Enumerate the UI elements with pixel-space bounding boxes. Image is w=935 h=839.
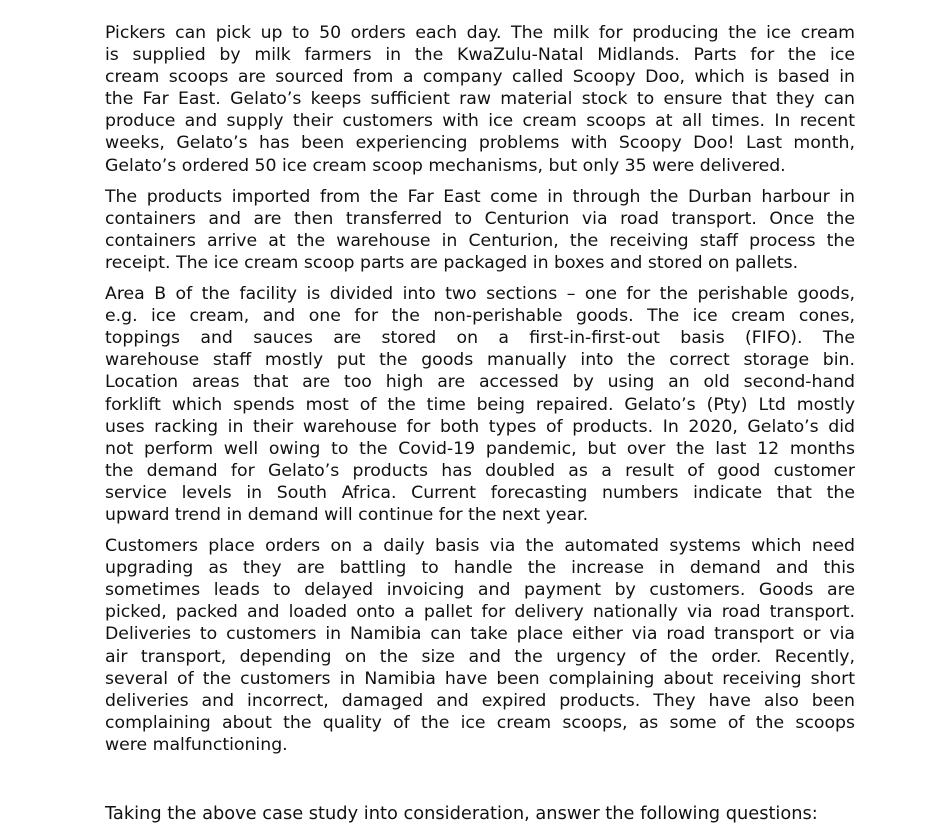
text-line: not perform well owing to the Covid-19 pandemic, but over the last 12 months	[105, 438, 855, 459]
paragraph-area-b-storage	[105, 283, 855, 526]
text-line: the demand for Gelato’s products has doubled as a result of good customer	[105, 460, 855, 481]
text-line: e.g. ice cream, and one for the non-perishable goods. The ice cream cones,	[105, 306, 855, 327]
text-line: Location areas that are too high are accessed by using an old second-hand	[105, 372, 855, 393]
text-line: weeks, Gelato’s has been experiencing problems with Scoopy Doo! Last month,	[105, 133, 855, 154]
text-line: produce and supply their customers with ice cream scoops at all times. In recent	[105, 111, 855, 132]
text-line: containers arrive at the warehouse in Centurion, the receiving staff process the	[105, 230, 855, 251]
text-line: air transport, depending on the size and the urgency of the order. Recently,	[105, 646, 855, 667]
text-line: upward trend in demand will continue for the next year.	[105, 504, 589, 525]
text-line: several of the customers in Namibia have been complaining about receiving short	[105, 668, 855, 689]
paragraph-pickers-and-suppliers	[105, 22, 855, 177]
paragraph-customer-orders	[105, 535, 855, 756]
text-line: Deliveries to customers in Namibia can take place either via road transport or via	[105, 624, 855, 645]
text-line: service levels in South Africa. Current forecasting numbers indicate that the	[105, 482, 855, 503]
text-line: forklift which spends most of the time being repaired. Gelato’s (Pty) Ltd mostly	[105, 394, 855, 415]
text-line: upgrading as they are battling to handle the increase in demand and this	[105, 558, 855, 579]
text-line: the Far East. Gelato’s keeps sufficient raw material stock to ensure that they can	[105, 89, 855, 110]
text-line: cream scoops are sourced from a company called Scoopy Doo, which is based in	[105, 67, 855, 88]
text-line: picked, packed and loaded onto a pallet for delivery nationally via road transport.	[105, 602, 855, 623]
case-study-body	[105, 22, 855, 765]
text-line: sometimes leads to delayed invoicing and payment by customers. Goods are	[105, 580, 855, 601]
text-line: Pickers can pick up to 50 orders each day. The milk for producing the ice cream	[105, 23, 855, 43]
text-line: containers and are then transferred to Centurion via road transport. Once the	[105, 208, 855, 229]
text-line: is supplied by milk farmers in the KwaZulu-Natal Midlands. Parts for the ice	[105, 45, 855, 66]
text-line: Customers place orders on a daily basis via the automated systems which need	[105, 536, 855, 557]
text-line: Gelato’s ordered 50 ice cream scoop mechanisms, but only 35 were delivered.	[105, 155, 786, 176]
text-line: warehouse staff mostly put the goods manually into the correct storage bin.	[105, 350, 855, 371]
text-line: Area B of the facility is divided into two sections – one for the perishable goods,	[105, 284, 855, 305]
text-line: toppings and sauces are stored on a first-in-first-out basis (FIFO). The	[105, 328, 855, 349]
text-line: receipt. The ice cream scoop parts are packaged in boxes and stored on pallets.	[105, 252, 799, 273]
text-line: uses racking in their warehouse for both types of products. In 2020, Gelato’s did	[105, 416, 855, 437]
paragraph-imported-products	[105, 186, 855, 274]
text-line: deliveries and incorrect, damaged and expired products. They have also been	[105, 690, 855, 711]
text-line: The products imported from the Far East come in through the Durban harbour in	[105, 186, 855, 207]
text-line: complaining about the quality of the ice cream scoops, as some of the scoops	[105, 712, 855, 733]
text-line: were malfunctioning.	[105, 734, 288, 755]
questions-instruction: Taking the above case study into consideration, answer the following questions:	[105, 803, 818, 824]
